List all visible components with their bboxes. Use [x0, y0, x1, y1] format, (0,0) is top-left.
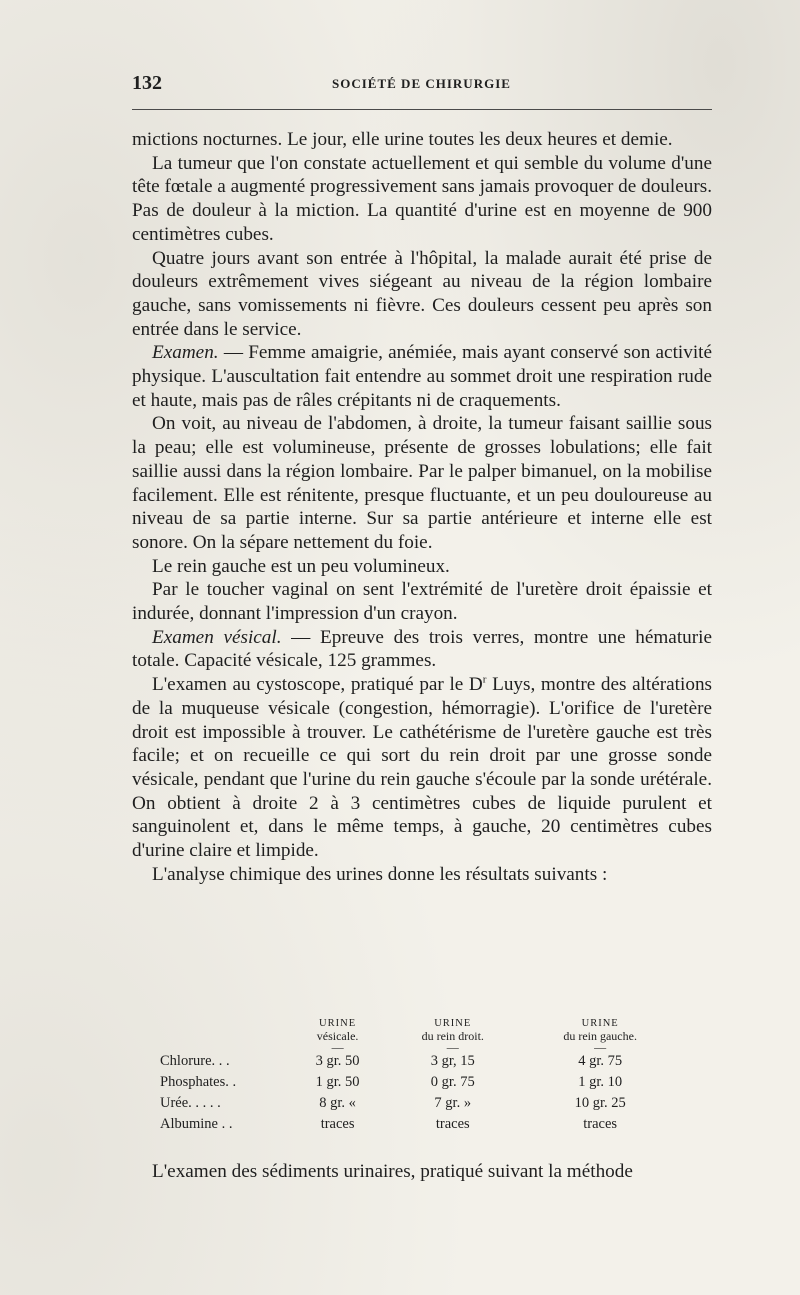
- table-cell: 1 gr. 10: [578, 1074, 623, 1090]
- paragraph-text: — Epreuve des trois verres, montre une hématurie totale. Capacité vésicale, 125 grammes.: [132, 626, 712, 672]
- column-header: [520, 1017, 680, 1054]
- page-number: 132: [132, 72, 162, 94]
- table-corner: [160, 1017, 290, 1051]
- continuation-line: L'examen des sédiments urinaires, pratiqué suivant la méthode: [152, 1161, 633, 1182]
- table-cell: 3 gr. 50: [315, 1053, 360, 1069]
- table-row: [160, 1093, 680, 1114]
- paragraph-text: L'examen au cystoscope, pratiqué par le D: [152, 674, 483, 696]
- paragraph: On voit, au niveau de l'abdomen, à droite, la tumeur faisant saillie sous la peau; elle est volumineuse, présente de grosses lobulations; elle fait saillie aussi dans la région lombaire. Par le palper bimanuel, on la mobilise facilement. Elle est rénitente, presque fluctuante, et un peu douloureuse au niveau de sa partie interne. Sur sa partie antérieure et interne elle est sonore. On la sépare nettement du foie.: [132, 413, 712, 553]
- row-label: Urée. . . . .: [160, 1095, 221, 1111]
- table-cell: 7 gr. »: [434, 1095, 472, 1111]
- page-header: [132, 72, 712, 100]
- superscript: r: [482, 673, 487, 686]
- column-header: [385, 1017, 520, 1054]
- table-header-row: [160, 1017, 680, 1051]
- column-header-sub: vésicale.: [316, 1029, 359, 1043]
- table-cell: 4 gr. 75: [578, 1053, 623, 1069]
- running-head: SOCIÉTÉ DE CHIRURGIE: [332, 76, 511, 91]
- column-dash: —: [331, 1040, 344, 1054]
- table-row: [160, 1072, 680, 1093]
- column-dash: —: [446, 1040, 459, 1054]
- paragraph: [132, 341, 712, 412]
- table-row: [160, 1114, 680, 1135]
- body-text: [132, 128, 712, 887]
- table-cell: 1 gr. 50: [315, 1074, 360, 1090]
- table-cell: 8 gr. «: [319, 1095, 356, 1111]
- table-cell: 0 gr. 75: [430, 1074, 475, 1090]
- table-cell: traces: [320, 1116, 355, 1132]
- paragraph: Quatre jours avant son entrée à l'hôpital, la malade aurait été prise de douleurs extrêmement vives siégeant au niveau de la région lombaire gauche, sans vomissements ni fièvre. Ces douleurs cessent peu après son entrée dans le service.: [132, 247, 712, 340]
- paragraph-text: Luys, montre des altérations de la muqueuse vésicale (congestion, hémorragie). L'orifice de l'uretère droit est impossible à trouver. Le cathétérisme de l'uretère gauche est très facile; et on recueille ce qui sort du rein droit par une grosse sonde vésicale, pendant que l'urine du rein gauche s'écoule par la sonde urétérale. On obtient à droite 2 à 3 centimètres cubes de liquide purulent et sanguinolent et, dans le même temps, à gauche, 20 centimètres cubes d'urine claire et limpide.: [132, 674, 713, 862]
- paragraph-lead: Examen.: [152, 342, 219, 364]
- table-cell: traces: [583, 1116, 618, 1132]
- paragraph: La tumeur que l'on constate actuellement et qui semble du volume d'une tête fœtale a augmenté progressivement sans jamais provoquer de douleurs. Pas de douleur à la miction. La quantité d'urine est en moyenne de 900 centimètres cubes.: [132, 152, 712, 245]
- urine-analysis-table: [160, 1017, 680, 1135]
- table-row: [160, 1051, 680, 1072]
- column-header-main: URINE: [581, 1018, 619, 1029]
- column-header-sub: du rein droit.: [421, 1029, 484, 1043]
- column-header-sub: du rein gauche.: [563, 1029, 637, 1043]
- results-table: [160, 1017, 680, 1135]
- row-label: Phosphates. .: [160, 1074, 237, 1090]
- row-label: Chlorure. . .: [160, 1053, 230, 1069]
- column-header: [290, 1017, 385, 1054]
- table-cell: 3 gr, 15: [430, 1053, 475, 1069]
- paragraph: [132, 626, 712, 673]
- paragraph-lead: Examen vésical.: [152, 626, 282, 648]
- paragraph: Le rein gauche est un peu volumineux.: [152, 555, 450, 577]
- paragraph: [132, 673, 712, 863]
- paragraph: Par le toucher vaginal on sent l'extrémité de l'uretère droit épaissie et indurée, donnant l'impression d'un crayon.: [132, 579, 712, 625]
- paragraph: L'analyse chimique des urines donne les résultats suivants :: [152, 863, 608, 885]
- row-label: Albumine . .: [160, 1116, 233, 1132]
- column-header-main: URINE: [434, 1018, 472, 1029]
- column-dash: —: [594, 1040, 607, 1054]
- paragraph: mictions nocturnes. Le jour, elle urine toutes les deux heures et demie.: [132, 129, 673, 150]
- paragraph-text: — Femme amaigrie, anémiée, mais ayant conservé son activité physique. L'auscultation fait entendre au sommet droit une respiration rude et haute, mais pas de râles crépitants ni de craquements.: [132, 342, 712, 411]
- table-cell: traces: [435, 1116, 470, 1132]
- header-rule: [132, 109, 712, 110]
- table-cell: 10 gr. 25: [574, 1095, 626, 1111]
- column-header-main: URINE: [319, 1018, 357, 1029]
